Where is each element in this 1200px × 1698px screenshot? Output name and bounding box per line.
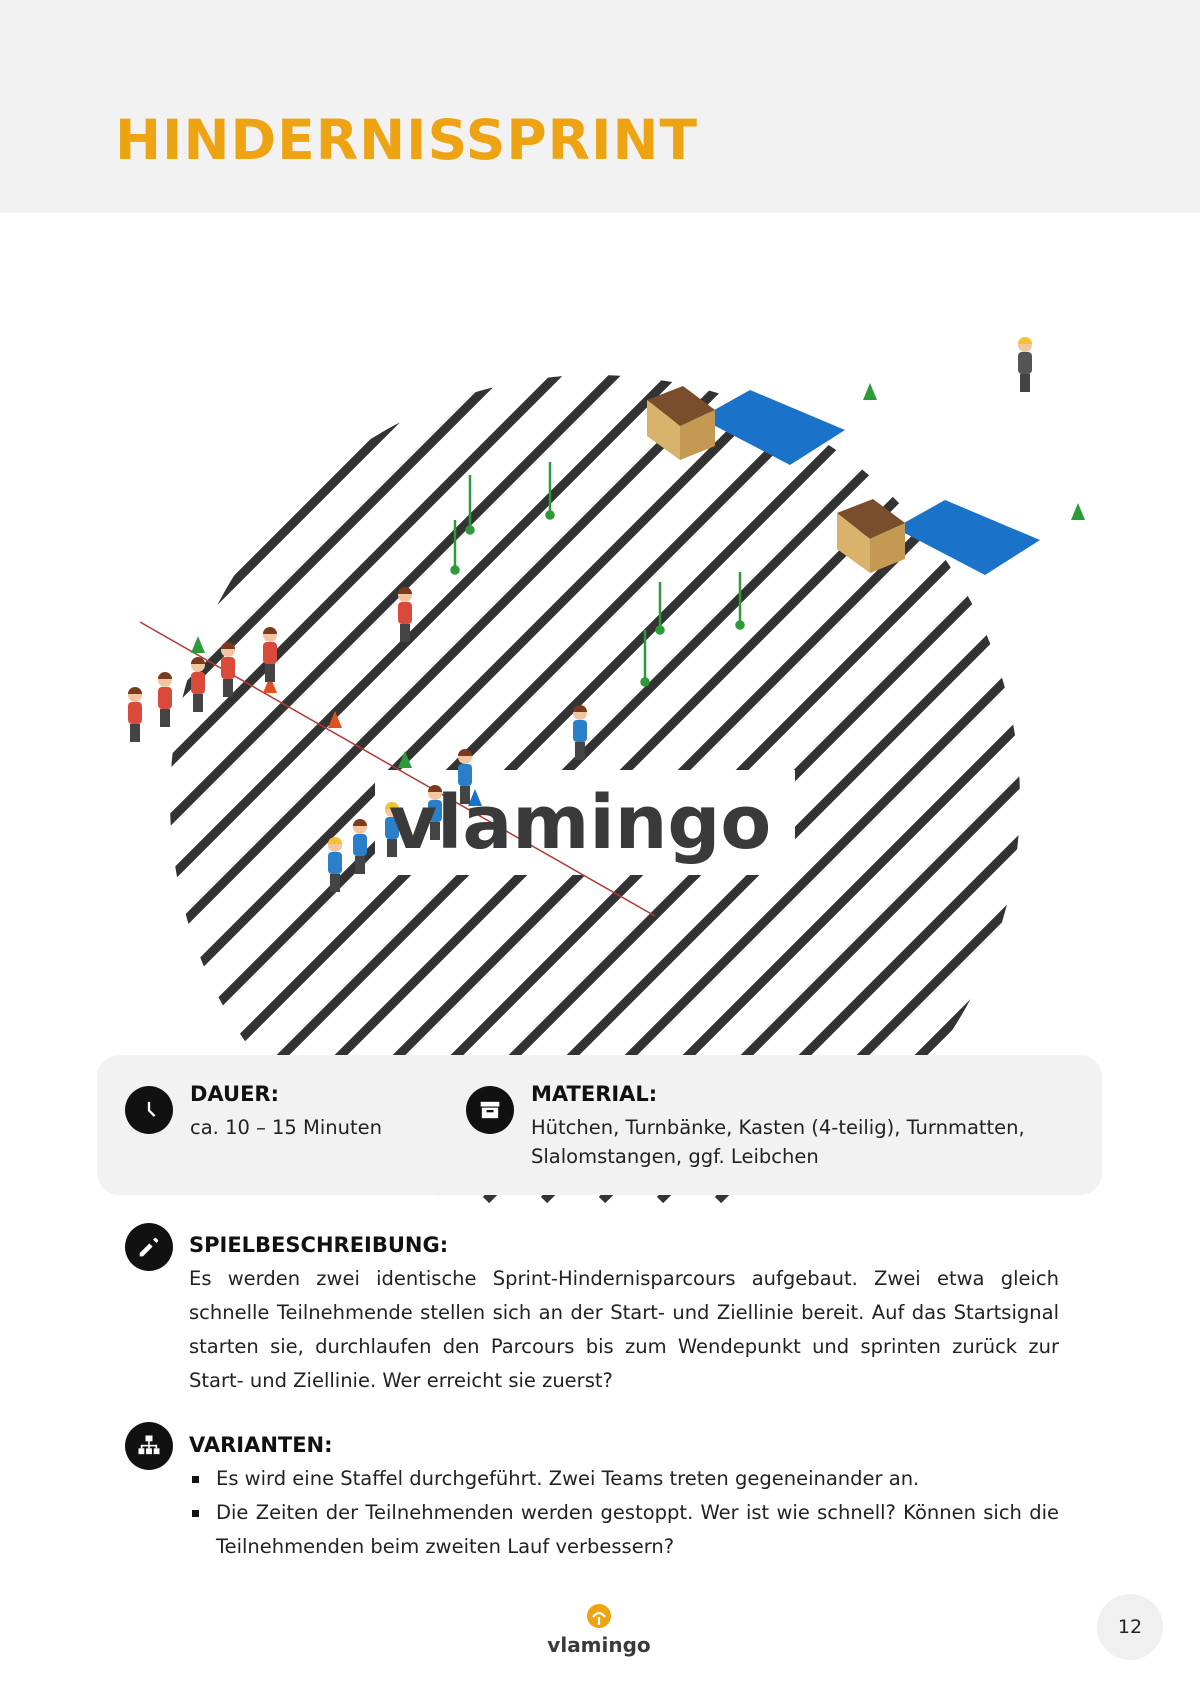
- material-value-line2: Slalomstangen, ggf. Leibchen: [531, 1145, 819, 1168]
- clock-icon: [125, 1086, 173, 1134]
- pole-base: [547, 512, 554, 519]
- pole-base: [452, 567, 459, 574]
- watermark-text: vlamingo: [388, 780, 772, 866]
- person: [328, 837, 342, 892]
- person: [263, 627, 277, 682]
- cone: [863, 383, 877, 400]
- pole-base: [467, 527, 474, 534]
- material-label: MATERIAL:: [531, 1082, 658, 1106]
- person: [221, 642, 235, 697]
- description-text: Es werden zwei identische Sprint-Hindernisparcours aufgebaut. Zwei etwa gleich schnelle Teilnehmende stellen sich an der Start- und Ziellinie bereit. Auf das Startsignal starten sie, durchlaufen den Parcours bis zum Wendepunkt und sprinten zurück zur Start- und Ziellinie. Wer erreicht sie zuerst?: [189, 1267, 1059, 1392]
- variants-list: [189, 1462, 1059, 1564]
- person: [573, 705, 587, 760]
- person: [353, 819, 367, 874]
- footer-logo: [545, 1602, 655, 1662]
- footer-logo-text: vlamingo: [547, 1633, 651, 1657]
- description-label: SPIELBESCHREIBUNG:: [189, 1233, 449, 1257]
- page-title: HINDERNISSPRINT: [115, 108, 699, 172]
- sitemap-icon: [125, 1422, 173, 1470]
- person: [1018, 337, 1032, 392]
- variants-label: VARIANTEN:: [189, 1433, 333, 1457]
- list-item: Die Zeiten der Teilnehmenden werden gestoppt. Wer ist wie schnell? Können sich die Teilnehmenden beim zweiten Lauf verbessern?: [189, 1496, 1059, 1564]
- duration-label: DAUER:: [190, 1082, 280, 1106]
- cones: [191, 383, 1085, 806]
- person: [398, 587, 412, 642]
- mat-box-1: [647, 386, 845, 465]
- person: [128, 687, 142, 742]
- duration-value: ca. 10 – 15 Minuten: [190, 1116, 383, 1139]
- person: [158, 672, 172, 727]
- person: [191, 657, 205, 712]
- cone: [191, 636, 205, 653]
- list-item: Es wird eine Staffel durchgeführt. Zwei Teams treten gegeneinander an.: [189, 1462, 1059, 1496]
- pencil-icon: [125, 1223, 173, 1271]
- page-number: 12: [1097, 1594, 1163, 1660]
- pole-base: [737, 622, 744, 629]
- page-header: [0, 0, 1200, 213]
- pole-base: [657, 627, 664, 634]
- pole-base: [642, 679, 649, 686]
- cone: [1071, 503, 1085, 520]
- mat-box-2: [837, 499, 1040, 575]
- material-value-line1: Hütchen, Turnbänke, Kasten (4-teilig), Turnmatten,: [531, 1116, 1025, 1139]
- archive-box-icon: [466, 1086, 514, 1134]
